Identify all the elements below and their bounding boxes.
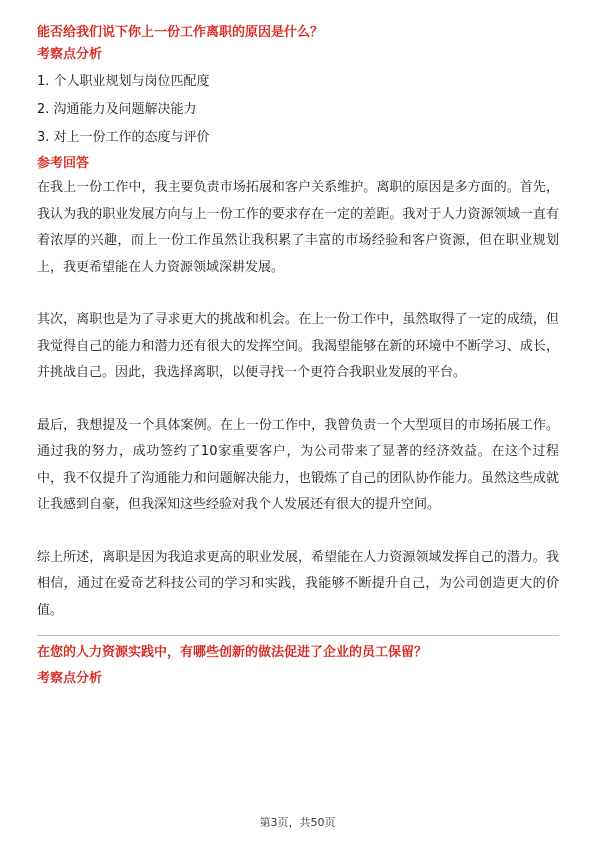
analysis-heading-1: 考察点分析 (37, 47, 103, 62)
answer-heading: 参考回答 (37, 156, 90, 171)
answer-paragraph: 在我上一份工作中，我主要负责市场拓展和客户关系维护。离职的原因是多方面的。首先，我认为我的职业发展方向与上一份工作的要求存在一定的差距。我对于人力资源领域一直有着浓厚的兴趣，而上一份工作虽然让我积累了丰富的市场经验和客户资源，但在职业规划上，我更希望能在人力资源领域深耕发展。 (37, 180, 559, 275)
question-2-title: 在您的人力资源实践中，有哪些创新的做法促进了企业的员工保留？ (37, 645, 428, 660)
page-content (37, 22, 559, 690)
question-1-title: 能否给我们说下你上一份工作离职的原因是什么？ (37, 25, 324, 40)
analysis-point: 2. 沟通能力及问题解决能力 (37, 102, 197, 117)
answer-paragraph: 其次，离职也是为了寻求更大的挑战和机会。在上一份工作中，虽然取得了一定的成绩，但我觉得自己的能力和潜力还有很大的发挥空间。我渴望能够在新的环境中不断学习、成长，并挑战自己。因此，我选择离职，以便寻找一个更符合我职业发展的平台。 (37, 312, 559, 380)
page-number-footer: 第3页，共50页 (259, 816, 336, 829)
analysis-point: 1. 个人职业规划与岗位匹配度 (37, 74, 210, 89)
analysis-heading-2: 考察点分析 (37, 671, 103, 686)
paragraph-gap (37, 387, 559, 413)
analysis-points-list (37, 68, 559, 152)
paragraph-gap (37, 281, 559, 307)
analysis-point: 3. 对上一份工作的态度与评价 (37, 130, 210, 145)
section-divider (37, 635, 559, 636)
answer-paragraph: 综上所述，离职是因为我追求更高的职业发展，希望能在人力资源领域发挥自己的潜力。我相信，通过在爱奇艺科技公司的学习和实践，我能够不断提升自己，为公司创造更大的价值。 (37, 549, 559, 618)
answer-paragraph: 最后，我想提及一个具体案例。在上一份工作中，我曾负责一个大型项目的市场拓展工作。通过我的努力，成功签约了10家重要客户，为公司带来了显著的经济效益。在这个过程中，我不仅提升了沟通能力和问题解决能力，也锻炼了自己的团队协作能力。虽然这些成就让我感到自豪，但我深知这些经验对我个人发展还有很大的提升空间。 (37, 417, 559, 512)
paragraph-gap (37, 519, 559, 545)
